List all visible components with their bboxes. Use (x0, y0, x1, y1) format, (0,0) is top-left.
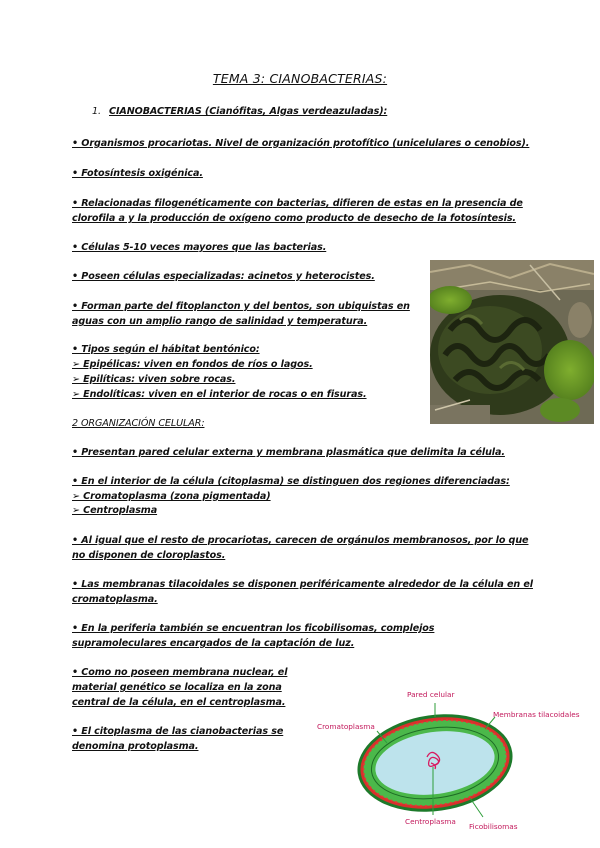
text-line: • Organismos procariotas. Nivel de organización protofítico (unicelulares o cenobios). (72, 138, 530, 149)
page-title: TEMA 3: CIANOBACTERIAS: (212, 71, 388, 86)
text-line: denomina protoplasma. (72, 741, 199, 752)
text-line: aguas con un amplio rango de salinidad y temperatura. (72, 316, 368, 327)
text-line: • El citoplasma de las cianobacterias se (72, 726, 284, 737)
text-line: • Al igual que el resto de procariotas, carecen de orgánulos membranosos, por lo que (72, 535, 529, 546)
text-line: • Forman parte del fitoplancton y del bentos, son ubiquistas en (72, 301, 410, 312)
text-line: • Como no poseen membrana nuclear, el (72, 667, 288, 678)
cell-diagram (305, 685, 595, 835)
text-line: ➢ Endolíticas: viven en el interior de rocas o en fisuras. (72, 389, 367, 400)
text-line: • En el interior de la célula (citoplasma) se distinguen dos regiones diferenciadas: (72, 476, 510, 487)
text-line: • Poseen células especializadas: acinetos y heterocistes. (72, 271, 375, 282)
text-line: • Fotosíntesis oxigénica. (72, 168, 203, 179)
label-pared-celular: Pared celular (407, 690, 455, 699)
cyanobacteria-photo (430, 260, 594, 424)
text-line: ➢ Centroplasma (72, 505, 158, 516)
text-line: ➢ Epilíticas: viven sobre rocas. (72, 374, 236, 385)
text-line: • En la periferia también se encuentran los ficobilisomas, complejos (72, 623, 435, 634)
text-line: • Células 5-10 veces mayores que las bacterias. (72, 242, 327, 253)
label-membranas-tilacoidales: Membranas tilacoidales (493, 710, 580, 719)
text-line: • Tipos según el hábitat bentónico: (72, 344, 260, 355)
section1-heading: CIANOBACTERIAS (Cianófitas, Algas verdeazuladas): (109, 106, 388, 117)
text-line: no disponen de cloroplastos. (72, 550, 226, 561)
text-line: supramoleculares encargados de la captación de luz. (72, 638, 355, 649)
label-cromatoplasma: Cromatoplasma (317, 722, 375, 731)
label-ficobilisomas: Ficobilisomas (469, 822, 518, 831)
section2-heading: 2 ORGANIZACIÓN CELULAR: (72, 418, 205, 429)
text-line: • Las membranas tilacoidales se disponen periféricamente alrededor de la célula en el (72, 579, 533, 590)
text-line: ➢ Cromatoplasma (zona pigmentada) (72, 491, 271, 502)
text-line: clorofila a y la producción de oxígeno como producto de desecho de la fotosíntesis. (72, 213, 516, 224)
text-line: ➢ Epipélicas: viven en fondos de ríos o lagos. (72, 359, 313, 370)
text-line: central de la célula, en el centroplasma. (72, 697, 286, 708)
label-centroplasma: Centroplasma (405, 817, 456, 826)
section1-number: 1. (92, 106, 101, 117)
text-line: • Relacionadas filogenéticamente con bacterias, difieren de estas en la presencia de (72, 198, 523, 209)
text-line: cromatoplasma. (72, 594, 158, 605)
text-line: material genético se localiza en la zona (72, 682, 282, 693)
text-line: • Presentan pared celular externa y membrana plasmática que delimita la célula. (72, 447, 505, 458)
